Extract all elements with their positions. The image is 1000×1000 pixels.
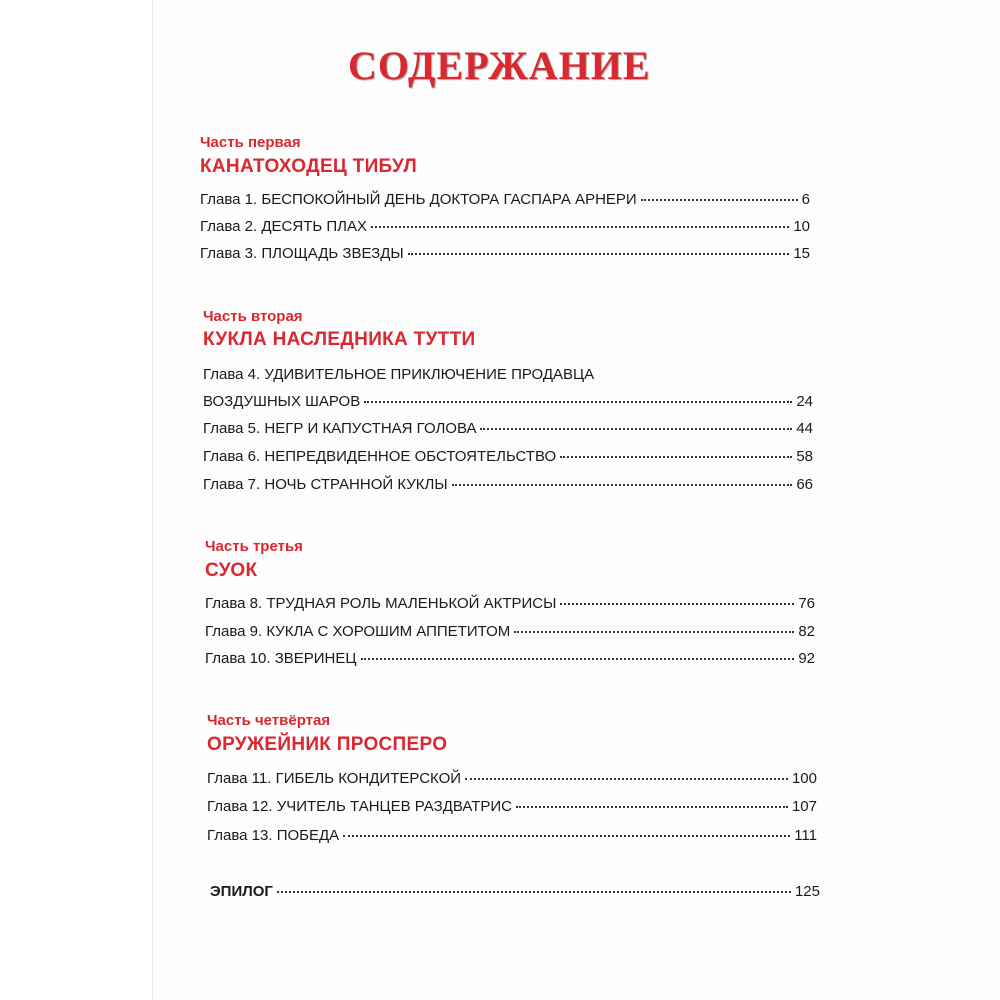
- part-title: КУКЛА НАСЛЕДНИКА ТУТТИ: [203, 329, 476, 350]
- chapter-title: Глава 8. ТРУДНАЯ РОЛЬ МАЛЕНЬКОЙ АКТРИСЫ: [205, 595, 557, 612]
- page-number: 100: [791, 770, 817, 787]
- part-label: Часть третья: [205, 538, 303, 555]
- dot-leader: [361, 658, 795, 660]
- page-number: 66: [796, 476, 813, 493]
- dot-leader: [641, 199, 798, 201]
- dot-leader: [516, 806, 788, 808]
- toc-row[interactable]: [207, 770, 817, 790]
- chapter-title: Глава 3. ПЛОЩАДЬ ЗВЕЗДЫ: [200, 245, 404, 262]
- toc-row[interactable]: [203, 393, 813, 413]
- part-label: Часть первая: [200, 134, 301, 151]
- page-number: 44: [796, 420, 813, 437]
- toc-row[interactable]: [200, 245, 810, 265]
- page-number: 10: [793, 218, 810, 235]
- dot-leader: [408, 253, 790, 255]
- chapter-title: Глава 9. КУКЛА С ХОРОШИМ АППЕТИТОМ: [205, 623, 511, 640]
- epilogue-title: ЭПИЛОГ: [210, 883, 273, 900]
- dot-leader: [560, 456, 792, 458]
- part-label: Часть четвёртая: [207, 712, 331, 729]
- dot-leader: [480, 428, 792, 430]
- toc-row[interactable]: [203, 448, 813, 468]
- toc-row[interactable]: [200, 218, 810, 238]
- toc-row-epilogue[interactable]: [210, 883, 820, 903]
- part-title: ОРУЖЕЙНИК ПРОСПЕРО: [207, 734, 448, 755]
- page-number: 82: [798, 623, 815, 640]
- dot-leader: [277, 891, 791, 893]
- dot-leader: [364, 401, 792, 403]
- page-number: 6: [801, 191, 810, 208]
- chapter-title: Глава 12. УЧИТЕЛЬ ТАНЦЕВ РАЗДВАТРИС: [207, 798, 512, 815]
- chapter-title: Глава 13. ПОБЕДА: [207, 827, 340, 844]
- page-number: 58: [796, 448, 813, 465]
- chapter-title: Глава 7. НОЧЬ СТРАННОЙ КУКЛЫ: [203, 476, 448, 493]
- toc-row[interactable]: [207, 827, 817, 847]
- toc-row[interactable]: [205, 595, 815, 615]
- toc-row[interactable]: [207, 798, 817, 818]
- page-number: 92: [798, 650, 815, 667]
- dot-leader: [514, 631, 794, 633]
- part-label: Часть вторая: [203, 308, 303, 325]
- toc-row[interactable]: [203, 420, 813, 440]
- page-title: СОДЕРЖАНИЕ: [348, 43, 651, 88]
- dot-leader: [465, 778, 788, 780]
- page-number: 15: [793, 245, 810, 262]
- part-title: СУОК: [205, 560, 258, 581]
- toc-row[interactable]: [205, 623, 815, 643]
- chapter-title: ВОЗДУШНЫХ ШАРОВ: [203, 393, 361, 410]
- dot-leader: [452, 484, 793, 486]
- dot-leader: [343, 835, 790, 837]
- chapter-title: Глава 2. ДЕСЯТЬ ПЛАХ: [200, 218, 367, 235]
- chapter-title: Глава 5. НЕГР И КАПУСТНАЯ ГОЛОВА: [203, 420, 477, 437]
- chapter-title: Глава 1. БЕСПОКОЙНЫЙ ДЕНЬ ДОКТОРА ГАСПАРА АРНЕРИ: [200, 191, 637, 208]
- chapter-title-line1: Глава 4. УДИВИТЕЛЬНОЕ ПРИКЛЮЧЕНИЕ ПРОДАВЦА: [203, 366, 595, 383]
- toc-row[interactable]: [200, 191, 810, 211]
- part-title: КАНАТОХОДЕЦ ТИБУЛ: [200, 156, 418, 177]
- page-number: 125: [794, 883, 820, 900]
- chapter-title: Глава 10. ЗВЕРИНЕЦ: [205, 650, 357, 667]
- chapter-title: Глава 11. ГИБЕЛЬ КОНДИТЕРСКОЙ: [207, 770, 462, 787]
- dot-leader: [560, 603, 794, 605]
- toc-row[interactable]: [203, 476, 813, 496]
- page-number: 76: [798, 595, 815, 612]
- toc-row[interactable]: [205, 650, 815, 670]
- chapter-title: Глава 6. НЕПРЕДВИДЕННОЕ ОБСТОЯТЕЛЬСТВО: [203, 448, 557, 465]
- page-number: 107: [791, 798, 817, 815]
- page-number: 111: [794, 827, 817, 844]
- page-number: 24: [796, 393, 813, 410]
- dot-leader: [371, 226, 789, 228]
